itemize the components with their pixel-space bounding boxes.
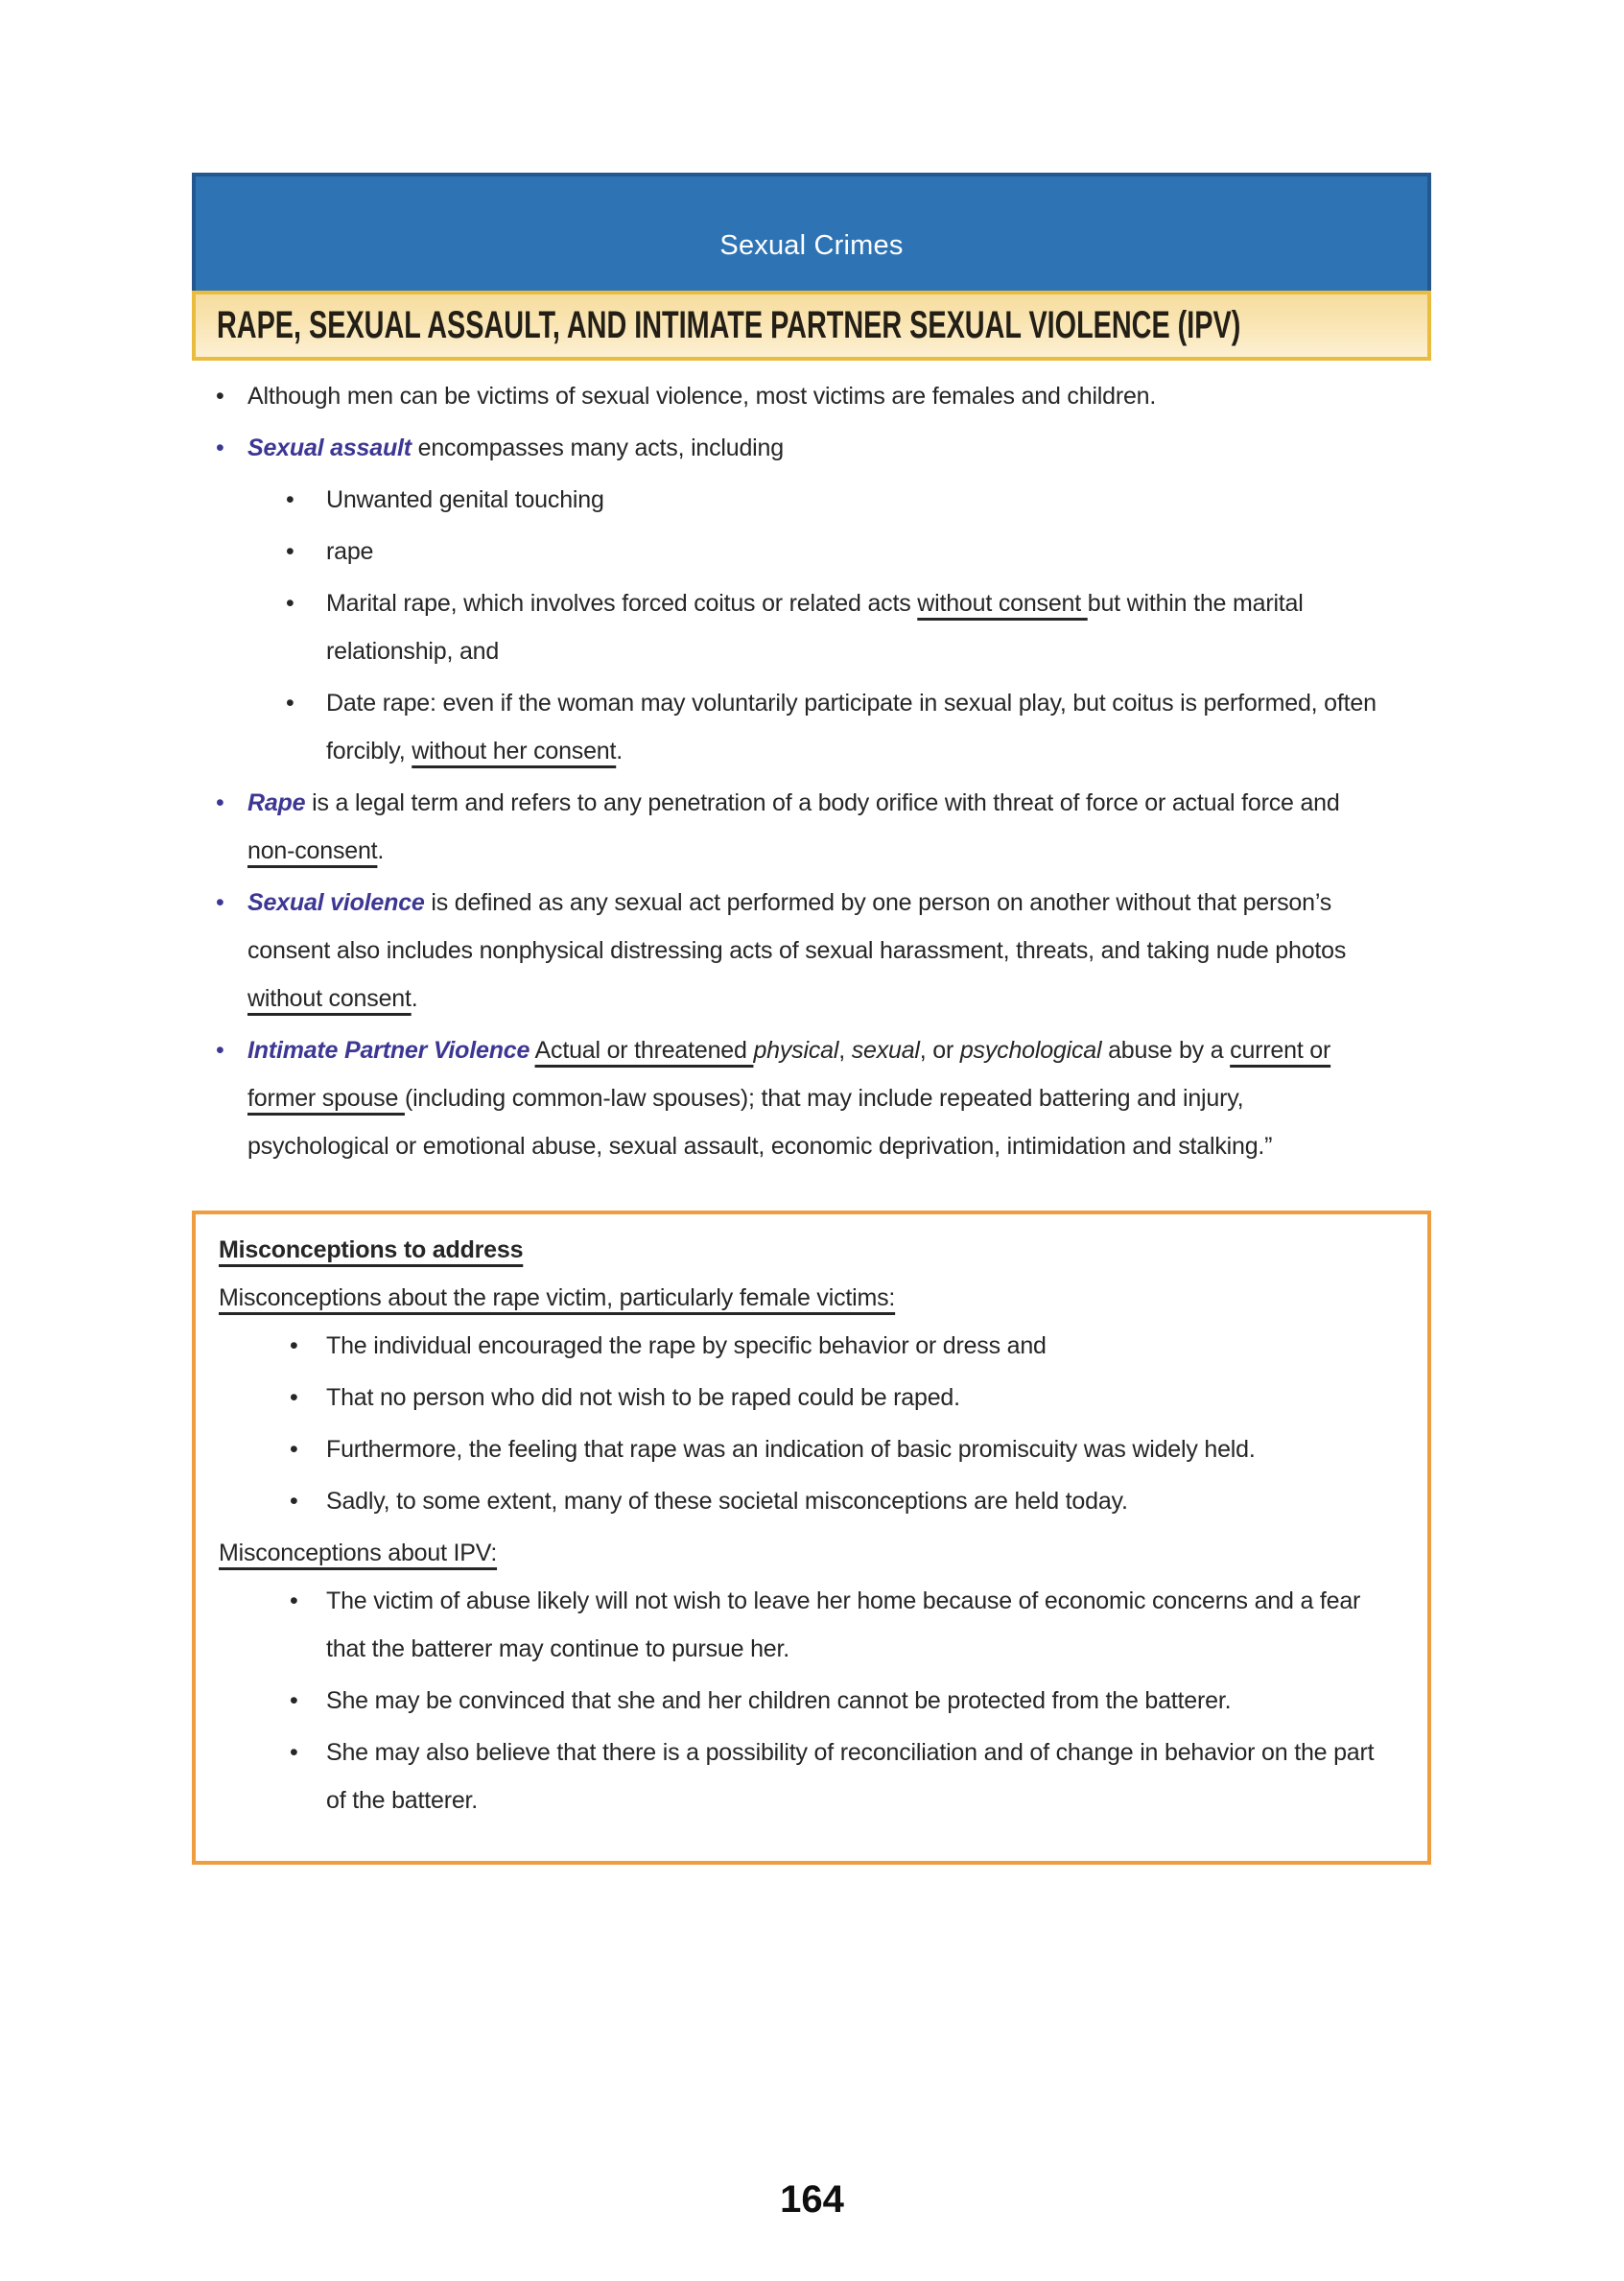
bullet-icon: • [216, 435, 224, 461]
topic-bullet-list [192, 372, 1431, 1170]
text-segment: (including common-law spouses); that may include repeated battering and injury, psychological or emotional abuse, sexual assault, economic deprivation, intimidation and stalking.” [247, 1085, 1273, 1160]
list-item [192, 372, 1383, 420]
text-segment: but within the marital relationship, and [326, 590, 1304, 665]
text-segment: without consent [917, 590, 1088, 617]
text-segment: Date rape: even if the woman may voluntarily participate in sexual play, but coitus is performed, often forcibly, [326, 690, 1377, 764]
bullet-icon: • [290, 1384, 298, 1411]
list-item [219, 1425, 1389, 1473]
list-item-text [326, 1477, 1389, 1525]
list-item-text [326, 528, 1383, 576]
text-segment: Sexual assault [247, 435, 412, 461]
bullet-icon: • [216, 1037, 224, 1064]
list-item [192, 1026, 1383, 1170]
list-item-text [326, 1425, 1389, 1473]
bullet-icon: • [290, 1687, 298, 1714]
list-item [219, 1577, 1389, 1673]
text-segment: Marital rape, which involves forced coitus or related acts [326, 590, 918, 617]
text-segment: encompasses many acts, including [411, 435, 784, 461]
list-item [219, 1477, 1389, 1525]
bullet-icon: • [216, 889, 224, 916]
list-item [219, 1374, 1389, 1422]
subsection-header [192, 291, 1431, 361]
misconceptions-heading: Misconceptions to address [219, 1236, 524, 1263]
text-segment: , [838, 1037, 852, 1064]
list-item [192, 779, 1383, 875]
list-item-text [247, 779, 1383, 875]
text-segment: . [411, 985, 418, 1012]
text-segment: That no person who did not wish to be raped could be raped. [326, 1384, 960, 1411]
text-segment: abuse by a [1101, 1037, 1231, 1064]
list-item [219, 1728, 1389, 1824]
text-segment: rape [326, 538, 374, 565]
list-item [192, 679, 1383, 775]
bullet-icon: • [286, 486, 294, 513]
bullet-icon: • [216, 383, 224, 410]
text-segment: is defined as any sexual act performed by one person on another without that person’s consent also includes nonphysical distressing acts of sexual harassment, threats, and taking nude photos [247, 889, 1347, 964]
misconceptions-sections [219, 1274, 1389, 1824]
list-item-text [326, 476, 1383, 524]
text-segment: She may also believe that there is a possibility of reconciliation and of change in behavior on the part of the batterer. [326, 1739, 1375, 1814]
list-item-text [326, 679, 1383, 775]
text-segment: She may be convinced that she and her children cannot be protected from the batterer. [326, 1687, 1232, 1714]
text-segment: The individual encouraged the rape by specific behavior or dress and [326, 1332, 1047, 1359]
misconception-section-title: Misconceptions about IPV: [219, 1540, 498, 1566]
text-segment: . [377, 837, 385, 864]
section-header-title: Sexual Crimes [719, 230, 904, 261]
section-header [192, 173, 1431, 294]
page-content [192, 173, 1431, 1865]
list-item-text [247, 424, 1383, 472]
text-segment: Furthermore, the feeling that rape was an indication of basic promiscuity was widely held. [326, 1436, 1256, 1463]
text-segment: Although men can be victims of sexual violence, most victims are females and children. [247, 383, 1157, 410]
text-segment: non-consent [247, 837, 378, 864]
list-item-text [326, 1322, 1389, 1370]
list-item-text [247, 879, 1383, 1023]
bullet-icon: • [286, 690, 294, 717]
text-segment: without her consent [412, 738, 617, 764]
bullet-icon: • [290, 1587, 298, 1614]
text-segment: psychological [959, 1037, 1102, 1064]
list-item [219, 1322, 1389, 1370]
bullet-icon: • [290, 1332, 298, 1359]
text-segment: is a legal term and refers to any penetration of a body orifice with threat of force or actual force and [305, 789, 1340, 816]
text-segment: Unwanted genital touching [326, 486, 604, 513]
bullet-icon: • [290, 1739, 298, 1766]
text-segment: without consent [247, 985, 412, 1012]
bullet-icon: • [290, 1488, 298, 1515]
text-segment: Sadly, to some extent, many of these societal misconceptions are held today. [326, 1488, 1128, 1515]
list-item-text [326, 1677, 1389, 1725]
bullet-icon: • [290, 1436, 298, 1463]
bullet-icon: • [286, 538, 294, 565]
list-item [192, 879, 1383, 1023]
bullet-icon: • [286, 590, 294, 617]
text-segment: . [616, 738, 623, 764]
list-item [219, 1677, 1389, 1725]
misconceptions-box [192, 1211, 1431, 1865]
list-item-text [326, 1728, 1389, 1824]
list-item [192, 476, 1383, 524]
text-segment: The victim of abuse likely will not wish to leave her home because of economic concerns and a fear that the batterer may continue to pursue her. [326, 1587, 1361, 1662]
list-item [192, 579, 1383, 675]
text-segment: Sexual violence [247, 889, 425, 916]
list-item-text [326, 579, 1383, 675]
text-segment: Intimate Partner Violence [247, 1037, 530, 1064]
misconception-section-title: Misconceptions about the rape victim, particularly female victims: [219, 1284, 896, 1311]
text-segment: Rape [247, 789, 306, 816]
text-segment: sexual [851, 1037, 920, 1064]
page-number: 164 [780, 2178, 844, 2221]
text-segment: current or former spouse [247, 1037, 1331, 1112]
list-item-text [247, 1026, 1383, 1170]
text-segment: physical [753, 1037, 839, 1064]
list-item-text [247, 372, 1383, 420]
list-item [192, 528, 1383, 576]
text-segment: Actual or threatened [534, 1037, 754, 1064]
bullet-icon: • [216, 789, 224, 816]
text-segment: , or [919, 1037, 960, 1064]
subsection-header-title: RAPE, SEXUAL ASSAULT, AND INTIMATE PARTNER SEXUAL VIOLENCE (IPV) [217, 304, 1241, 346]
list-item-text [326, 1577, 1389, 1673]
list-item [192, 424, 1383, 472]
list-item-text [326, 1374, 1389, 1422]
